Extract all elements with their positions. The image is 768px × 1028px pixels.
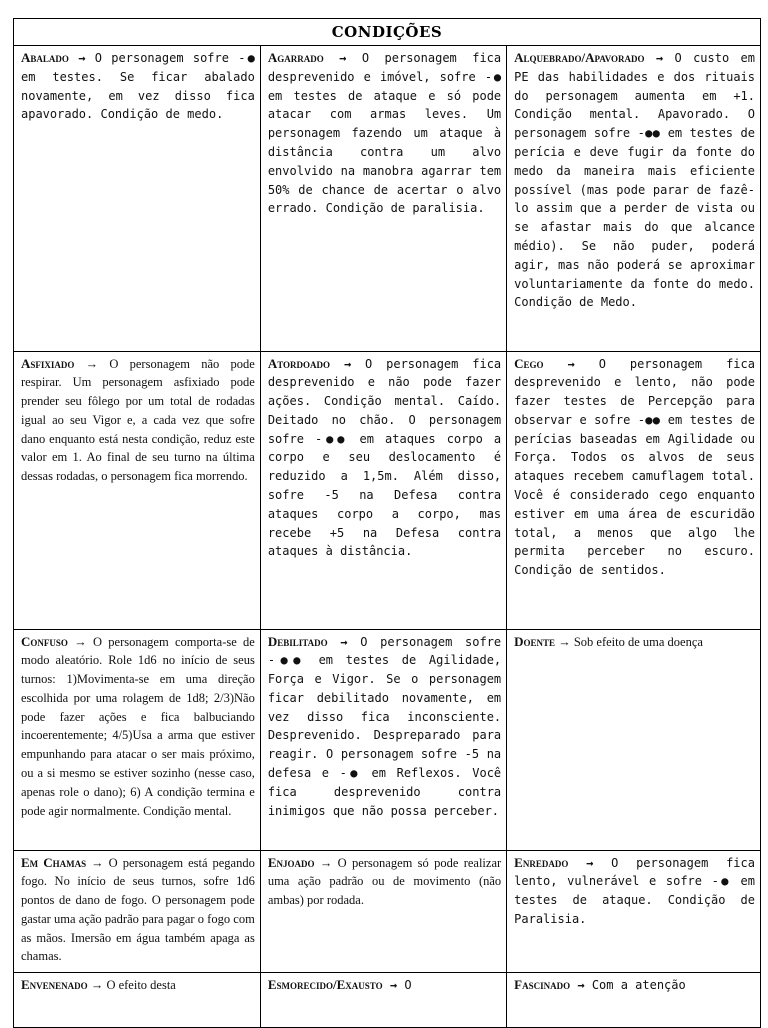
condition-cell-agarrado: [260, 46, 506, 351]
condition-term: Alquebrado/Apavorado: [514, 50, 645, 65]
arrow-icon: →: [339, 51, 347, 65]
condition-text: O personagem fica desprevenido e imóvel, sofre -● em testes de ataque e só pode atacar com armas leves. Um personagem fazendo um ataque à distância contra um alvo envolvido na manobra agarrar tem 50% de chance de acertar o alvo errado. Condição de paralisia.: [267, 51, 502, 216]
condition-cell-cego: [507, 351, 760, 629]
condition-cell-envenenado: [14, 972, 260, 1028]
arrow-icon: →: [577, 977, 585, 992]
arrow-icon: →: [655, 51, 664, 65]
condition-cell-debilitado: [260, 629, 506, 850]
condition-text: O personagem está pegando fogo. No início de seus turnos, sofre 1d6 pontos de dano de fogo. O personagem pode gastar uma ação padrão para pagar o fogo com as mãos. Imersão em água também apaga as chamas.: [21, 855, 255, 964]
condition-text: Sob efeito de uma doença: [573, 634, 703, 649]
condition-text: O personagem não pode respirar. Um personagem asfixiado pode prender seu fôlego por um total de rodadas igual ao seu Vigor e, a cada vez que sofre dano enquanto está nesta condição, reduz este valor em 1. Ao final de seu turno na última dessas rodadas, o personagem fica morrendo.: [21, 356, 255, 484]
condition-text: O personagem fica desprevenido e não pode fazer ações. Condição mental. Caído. Deitado no chão. O personagem sofre -●● em ataques corpo a corpo e seu deslocamento é reduzido a 1,5m. Além disso, sofre -5 na Defesa contra ataques corpo a corpo, mas recebe +5 na Defesa contra ataques à distância.: [267, 356, 502, 559]
condition-text: O personagem comporta-se de modo aleatório. Role 1d6 no início de seus turnos: 1)Movimenta-se em uma direção escolhida por uma rolagem de 1d8; 2/3)Não pode fazer ações e fica balbuciando incoerentemente; 4/5)Usa a arma que estiver empunhando para atacar o ser mais próximo, ou a si mesmo se estiver sozinho (nesse caso, apenas role o dano); 6) A condição termina e pode agir normalmente. Condição mental.: [21, 634, 255, 818]
arrow-icon: →: [558, 634, 571, 649]
arrow-icon: →: [78, 51, 86, 65]
condition-term: Fascinado: [514, 976, 571, 992]
condition-cell-asfixiado: [14, 351, 260, 629]
arrow-icon: →: [90, 977, 104, 992]
condition-cell-em-chamas: [14, 850, 260, 972]
condition-cell-abalado: [14, 46, 260, 351]
condition-cell-atordoado: [260, 351, 506, 629]
condition-cell-esmorecido: [260, 972, 506, 1028]
condition-term: Asfixiado: [21, 355, 75, 371]
condition-cell-fascinado: [507, 972, 760, 1028]
condition-term: Envenenado: [21, 976, 88, 992]
arrow-icon: →: [85, 356, 99, 371]
arrow-icon: →: [586, 855, 594, 870]
condition-cell-confuso: [14, 629, 260, 850]
condition-text: O efeito desta: [106, 977, 176, 992]
page-title: CONDIÇÕES: [14, 19, 760, 46]
arrow-icon: →: [343, 356, 352, 371]
arrow-icon: →: [91, 855, 104, 870]
condition-term: Atordoado: [267, 355, 331, 371]
condition-term: Em Chamas: [21, 854, 87, 870]
condition-cell-alquebrado: [507, 46, 760, 351]
condition-text: Com a atenção: [591, 977, 686, 992]
condition-term: Enjoado: [267, 854, 315, 870]
condition-term: Abalado: [21, 50, 69, 65]
arrow-icon: →: [389, 977, 398, 992]
condition-term: Enredado: [514, 854, 569, 870]
condition-text: O personagem sofre -● em testes. Se ficar abalado novamente, em vez disso fica apavorado. Condição de medo.: [21, 51, 255, 122]
arrow-icon: →: [74, 634, 87, 649]
condition-text: O personagem fica lento, vulnerável e sofre -● em testes de ataque. Condição de Paralisia.: [514, 855, 755, 926]
conditions-table: [14, 46, 760, 1028]
condition-text: O personagem só pode realizar uma ação padrão ou de movimento (não ambas) por rodada.: [267, 855, 502, 908]
condition-term: Esmorecido/Exausto: [267, 976, 383, 992]
arrow-icon: →: [319, 855, 333, 870]
conditions-page: [13, 18, 761, 1028]
condition-cell-enredado: [507, 850, 760, 972]
condition-cell-enjoado: [260, 850, 506, 972]
condition-cell-doente: [507, 629, 760, 850]
condition-term: Confuso: [21, 633, 68, 649]
condition-term: Cego: [514, 355, 544, 371]
arrow-icon: →: [567, 356, 575, 371]
arrow-icon: →: [340, 634, 348, 649]
condition-term: Doente: [514, 633, 556, 649]
condition-text: O: [404, 977, 412, 992]
condition-text: O custo em PE das habilidades e dos rituais do personagem aumenta em +1. Condição mental. Apavorado. O personagem sofre -●● em testes de perícia e deve fugir da fonte do medo da maneira mais eficiente possível (mas pode parar de fazê-lo assim que a perder de vista ou se afastar mais do que alcance médio). Se não puder, poderá agir, mas não poderá se aproximar voluntariamente da fonte do medo. Condição de Medo.: [514, 51, 755, 310]
condition-text: O personagem sofre -●● em testes de Agilidade, Força e Vigor. Se o personagem ficar debilitado novamente, em vez disso fica inconsciente. Desprevenido. Despreparado para reagir. O personagem sofre -5 na defesa e -● em Reflexos. Você fica desprevenido contra inimigos que não possa perceber.: [267, 634, 502, 818]
condition-term: Agarrado: [267, 50, 324, 65]
condition-term: Debilitado: [267, 633, 328, 649]
condition-text: O personagem fica desprevenido e lento, não pode fazer testes de Percepção para observar e sofre -●● em testes de perícias baseadas em Agilidade ou Força. Todos os alvos de seus ataques recebem camuflagem total. Você é considerado cego enquanto estiver em uma área de escuridão total, a menos que algo lhe permita perceber no escuro. Condição de sentidos.: [514, 356, 755, 578]
